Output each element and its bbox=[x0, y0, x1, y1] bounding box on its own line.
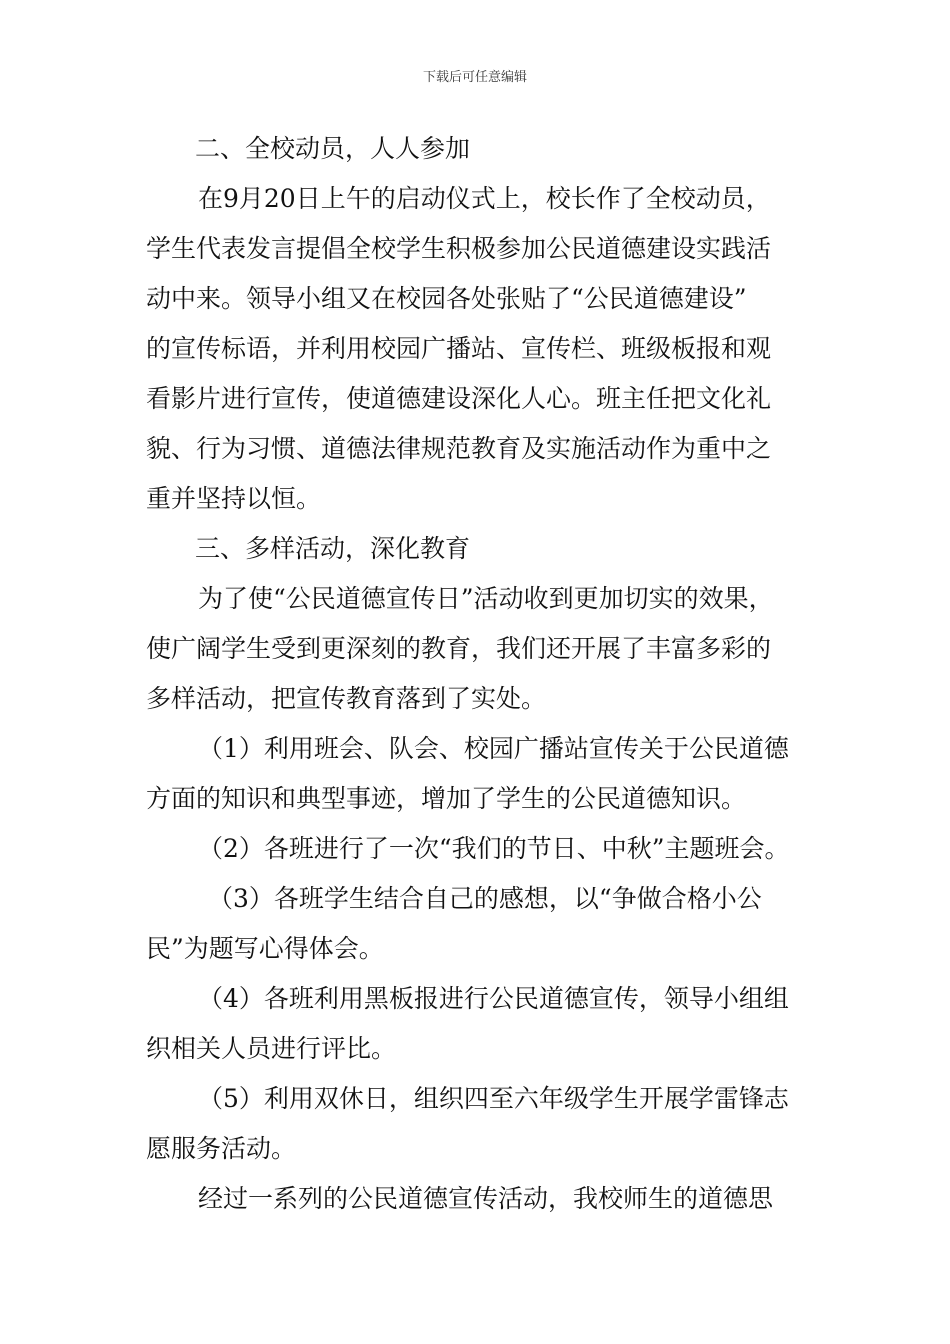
paragraph-line: 貌、行为习惯、道德法律规范教育及实施活动作为重中之 bbox=[146, 434, 772, 463]
list-item-line: （4）各班利用黑板报进行公民道德宣传，领导小组组 bbox=[198, 984, 789, 1013]
list-item-line: 民”为题写心得体会。 bbox=[146, 934, 384, 963]
list-item-line: （5）利用双休日，组织四至六年级学生开展学雷锋志 bbox=[198, 1084, 789, 1113]
list-item-line: 织相关人员进行评比。 bbox=[146, 1034, 397, 1063]
list-item-line: 方面的知识和典型事迹，增加了学生的公民道德知识。 bbox=[146, 784, 747, 813]
paragraph-line: 使广阔学生受到更深刻的教育，我们还开展了丰富多彩的 bbox=[146, 634, 772, 663]
paragraph-line: 的宣传标语，并利用校园广播站、宣传栏、班级板报和观 bbox=[146, 334, 772, 363]
paragraph-line: 动中来。领导小组又在校园各处张贴了“公民道德建设” bbox=[146, 284, 747, 313]
list-item-line: （2）各班进行了一次“我们的节日、中秋”主题班会。 bbox=[198, 834, 790, 863]
section-heading: 二、全校动员，人人参加 bbox=[195, 134, 471, 163]
paragraph-line: 为了使“公民道德宣传日”活动收到更加切实的效果， bbox=[198, 584, 774, 613]
paragraph-line: 看影片进行宣传，使道德建设深化人心。班主任把文化礼 bbox=[146, 384, 772, 413]
paragraph-line: 多样活动，把宣传教育落到了实处。 bbox=[146, 684, 547, 713]
paragraph-line: 经过一系列的公民道德宣传活动，我校师生的道德思 bbox=[198, 1184, 774, 1213]
list-item-line: 愿服务活动。 bbox=[146, 1134, 297, 1163]
list-item-line: （1）利用班会、队会、校园广播站宣传关于公民道德 bbox=[198, 734, 789, 763]
paragraph-line: 在9月20日上午的启动仪式上，校长作了全校动员， bbox=[198, 184, 771, 213]
paragraph-line: 学生代表发言提倡全校学生积极参加公民道德建设实践活 bbox=[146, 234, 772, 263]
page-header: 下载后可任意编辑 bbox=[422, 70, 527, 85]
list-item-line: （3）各班学生结合自己的感想，以“争做合格小公 bbox=[208, 884, 762, 913]
section-heading: 三、多样活动，深化教育 bbox=[195, 534, 471, 563]
paragraph-line: 重并坚持以恒。 bbox=[146, 484, 322, 513]
